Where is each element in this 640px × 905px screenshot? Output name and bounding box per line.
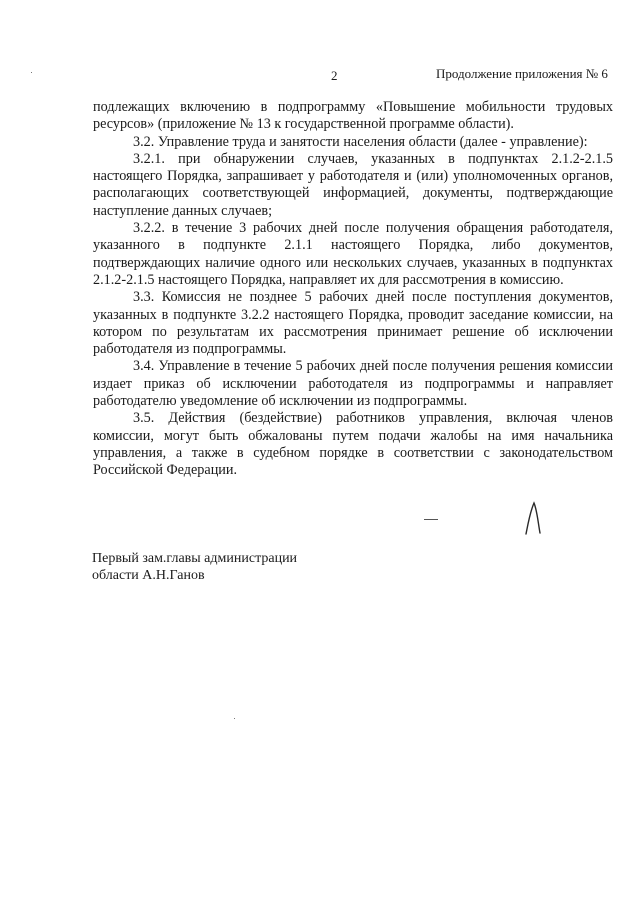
signatory-title: Первый зам.главы администрации: [92, 551, 298, 566]
scan-dash-mark: [424, 519, 438, 520]
paragraph-3-4: 3.4. Управление в течение 5 рабочих дней после получения решения комиссии издает приказ об исключении работодателя из подпрограммы и направляет работодателю уведомление об исключении из подпрограммы.: [93, 358, 613, 410]
paragraph-3-3: 3.3. Комиссия не позднее 5 рабочих дней после поступления документов, указанных в подпункте 3.2.2 настоящего Порядка, проводит заседание комиссии, на котором по результатам их рассмотрения принимает решение об исключении работодателя из подпрограммы.: [93, 289, 613, 358]
signatory-name: области А.Н.Ганов: [92, 568, 205, 583]
paragraph-3-2-1: 3.2.1. при обнаружении случаев, указанных в подпунктах 2.1.2-2.1.5 настоящего Порядка, запрашивает у работодателя и (или) уполномоченных органов, располагающих соответствующей информацией, документы, подтверждающие наступление данных случаев;: [93, 150, 613, 219]
handwritten-initial-mark: [518, 500, 546, 536]
signature-block: [92, 550, 297, 584]
page-number: 2: [331, 68, 338, 83]
scan-speck: [234, 718, 235, 719]
appendix-continuation-note: Продолжение приложения № 6: [436, 66, 608, 81]
paragraph-3-1-continuation: подлежащих включению в подпрограмму «Повышение мобильности трудовых ресурсов» (приложение № 13 к государственной программе области).: [93, 99, 613, 133]
paragraph-3-5: 3.5. Действия (бездействие) работников управления, включая членов комиссии, могут быть обжалованы путем подачи жалобы на имя начальника управления, а также в судебном порядке в соответствии с законодательством Российской Федерации.: [93, 410, 613, 479]
document-body: [93, 99, 613, 480]
paragraph-3-2: 3.2. Управление труда и занятости населения области (далее - управление):: [133, 133, 588, 150]
scan-speck: [31, 72, 32, 73]
paragraph-3-2-2: 3.2.2. в течение 3 рабочих дней после получения обращения работодателя, указанного в подпункте 2.1.1 настоящего Порядка, либо документов, подтверждающих наличие одного или нескольких случаев, указанных в подпунктах 2.1.2-2.1.5 настоящего Порядка, направляет их для рассмотрения в комиссию.: [93, 220, 613, 288]
